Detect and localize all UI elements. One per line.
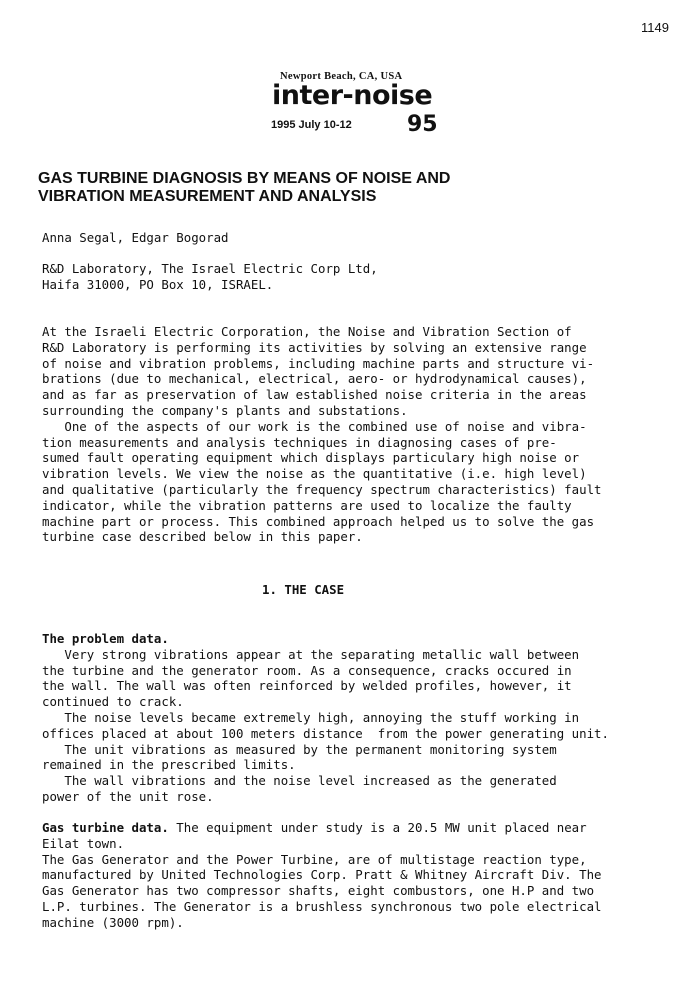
text-line: tion measurements and analysis techniques in diagnosing cases of pre- bbox=[42, 434, 557, 450]
text-line: remained in the prescribed limits. bbox=[42, 757, 296, 773]
text-line: power of the unit rose. bbox=[42, 788, 214, 804]
text-line: At the Israeli Electric Corporation, the Noise and Vibration Section of bbox=[42, 324, 572, 339]
text-line: The Gas Generator and the Power Turbine, are of multistage reaction type, bbox=[42, 851, 587, 867]
section-heading: 1. THE CASE bbox=[262, 582, 345, 597]
text-line: and qualitative (particularly the frequency spectrum characteristics) fault bbox=[42, 481, 602, 497]
subsection-heading: The problem data. bbox=[42, 631, 169, 646]
text-line: The unit vibrations as measured by the permanent monitoring system bbox=[42, 741, 557, 757]
conference-place: Newport Beach, CA, USA bbox=[280, 71, 403, 82]
affiliation-line: Haifa 31000, PO Box 10, ISRAEL. bbox=[42, 276, 274, 292]
affiliation-line: R&D Laboratory, The Israel Electric Corp Ltd, bbox=[42, 261, 378, 276]
text-line: L.P. turbines. The Generator is a brushless synchronous two pole electrical bbox=[42, 898, 602, 914]
affiliation bbox=[42, 261, 602, 293]
text-line bbox=[42, 820, 672, 836]
text-line: sumed fault operating equipment which displays particulary high noise or bbox=[42, 450, 580, 466]
text-line: and as far as preservation of law established noise criteria in the areas bbox=[42, 387, 587, 403]
text-line: turbine case described below in this paper. bbox=[42, 529, 363, 545]
text-line: vibration levels. We view the noise as the quantitative (i.e. high level) bbox=[42, 466, 587, 482]
text-line: surrounding the company's plants and substations. bbox=[42, 402, 408, 418]
text-line: Eilat town. bbox=[42, 835, 125, 851]
conference-year: 95 bbox=[407, 112, 438, 137]
conference-dates: 1995 July 10-12 bbox=[271, 119, 352, 131]
text-fragment: The equipment under study is a 20.5 MW unit placed near bbox=[168, 820, 587, 835]
gas-turbine-data-section bbox=[42, 820, 672, 931]
text-line: manufactured by United Technologies Corp. Pratt & Whitney Aircraft Div. The bbox=[42, 867, 602, 883]
text-line: machine (3000 rpm). bbox=[42, 914, 184, 930]
title-line: GAS TURBINE DIAGNOSIS BY MEANS OF NOISE AND bbox=[38, 170, 451, 187]
text-line: One of the aspects of our work is the combined use of noise and vibra- bbox=[42, 418, 587, 434]
text-line: the wall. The wall was often reinforced by welded profiles, however, it bbox=[42, 678, 572, 694]
text-line: indicator, while the vibration patterns are used to localize the faulty bbox=[42, 497, 572, 513]
page-number: 1149 bbox=[641, 20, 669, 35]
problem-data-section bbox=[42, 631, 672, 805]
intro-paragraph bbox=[42, 324, 672, 545]
conference-logo: inter-noise bbox=[272, 80, 433, 111]
text-line: R&D Laboratory is performing its activities by solving an extensive range bbox=[42, 339, 587, 355]
text-line: the turbine and the generator room. As a consequence, cracks occured in bbox=[42, 662, 572, 678]
text-line: The wall vibrations and the noise level increased as the generated bbox=[42, 773, 557, 789]
title-line: VIBRATION MEASUREMENT AND ANALYSIS bbox=[38, 188, 377, 205]
text-line: offices placed at about 100 meters distance from the power generating unit. bbox=[42, 725, 609, 741]
authors: Anna Segal, Edgar Bogorad bbox=[42, 230, 229, 245]
text-line: The noise levels became extremely high, annoying the stuff working in bbox=[42, 709, 580, 725]
text-line: brations (due to mechanical, electrical, aero- or hydrodynamical causes), bbox=[42, 371, 587, 387]
text-line: Very strong vibrations appear at the separating metallic wall between bbox=[42, 646, 580, 662]
subsection-heading: Gas turbine data. bbox=[42, 820, 169, 835]
text-line: machine part or process. This combined approach helped us to solve the gas bbox=[42, 513, 595, 529]
paper-title bbox=[38, 170, 598, 206]
text-line: continued to crack. bbox=[42, 694, 184, 710]
text-line: of noise and vibration problems, including machine parts and structure vi- bbox=[42, 355, 595, 371]
text-line: Gas Generator has two compressor shafts, eight combustors, one H.P and two bbox=[42, 883, 595, 899]
